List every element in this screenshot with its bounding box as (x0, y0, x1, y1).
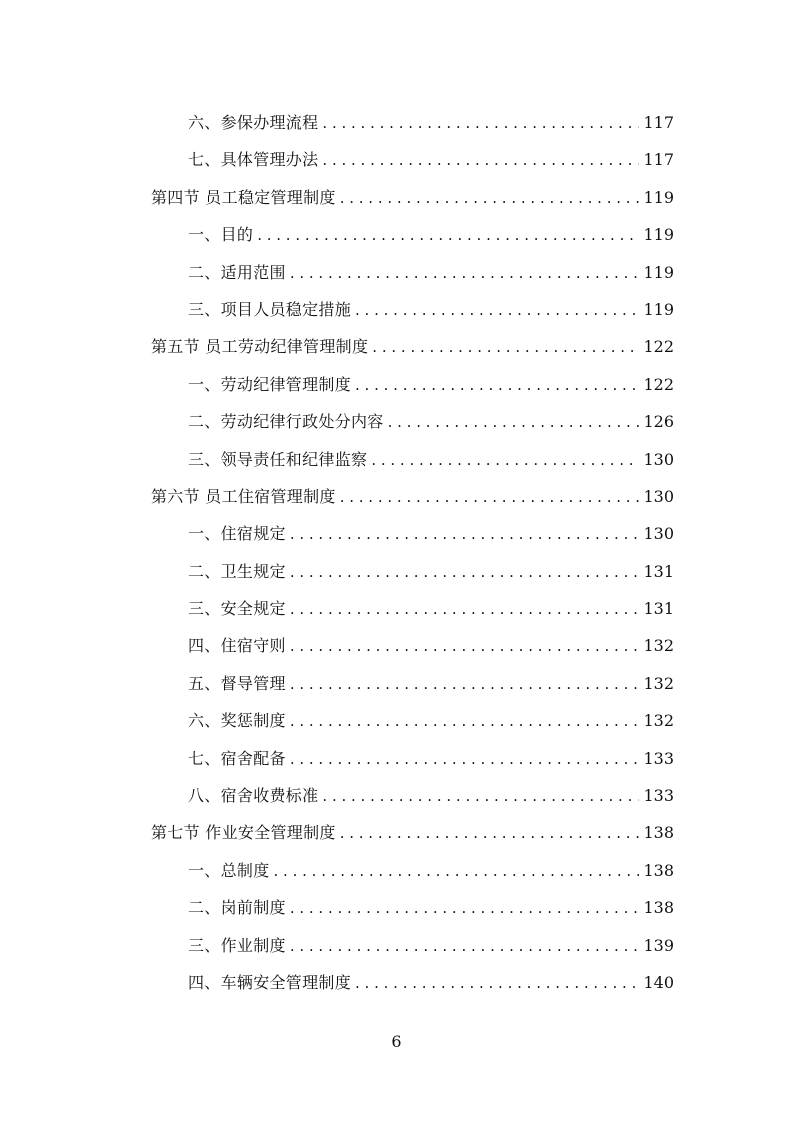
dot-leader (290, 599, 640, 619)
toc-entry[interactable] (0, 363, 793, 400)
toc-entry[interactable] (0, 213, 793, 250)
toc-entry-title: 一、目的 (188, 225, 254, 245)
toc-entry-page: 131 (643, 599, 674, 619)
page-number: 6 (391, 1032, 402, 1051)
toc-entry-page: 119 (643, 225, 674, 245)
toc-entry-page: 132 (643, 711, 674, 731)
toc-entry-title: 四、车辆安全管理制度 (188, 972, 352, 992)
toc-entry-page: 132 (643, 636, 674, 656)
toc-entry-title: 一、住宿规定 (188, 524, 286, 544)
toc-entry[interactable] (0, 699, 793, 736)
toc-entry-title: 三、领导责任和纪律监察 (188, 449, 368, 469)
toc-entry[interactable] (0, 400, 793, 437)
dot-leader (340, 487, 640, 507)
toc-entry[interactable] (0, 251, 793, 288)
toc-entry-title: 四、住宿守则 (188, 636, 286, 656)
toc-entry-title: 八、宿舍收费标准 (188, 786, 319, 806)
dot-leader (388, 412, 640, 432)
toc-section-entry[interactable] (0, 176, 793, 213)
toc-entry-title: 第六节 员工住宿管理制度 (151, 486, 336, 506)
dot-leader (371, 450, 639, 470)
toc-entry-page: 119 (643, 187, 674, 207)
dot-leader (290, 936, 640, 956)
toc-entry-page: 130 (643, 524, 674, 544)
dot-leader (340, 188, 640, 208)
toc-section-entry[interactable] (0, 325, 793, 362)
toc-entry-page: 117 (643, 113, 674, 132)
toc-entry[interactable] (0, 624, 793, 661)
toc-entry-title: 第四节 员工稳定管理制度 (151, 187, 336, 207)
toc-entry-title: 一、劳动纪律管理制度 (188, 374, 352, 394)
toc-entry-page: 132 (643, 673, 674, 693)
toc-entry-page: 138 (643, 898, 674, 918)
toc-entry-title: 第五节 员工劳动纪律管理制度 (151, 337, 369, 357)
toc-entry-title: 三、作业制度 (188, 935, 286, 955)
toc-entry-page: 117 (643, 150, 674, 170)
toc-entry-page: 138 (643, 860, 674, 880)
toc-entry-title: 第七节 作业安全管理制度 (151, 823, 336, 843)
toc-entry[interactable] (0, 774, 793, 811)
dot-leader (290, 749, 640, 769)
toc-entry-page: 131 (643, 561, 674, 581)
toc-entry-page: 133 (643, 786, 674, 806)
toc-entry[interactable] (0, 961, 793, 998)
toc-entry-title: 六、参保办理流程 (188, 113, 319, 132)
dot-leader (322, 113, 639, 133)
toc-entry-page: 138 (643, 823, 674, 843)
dot-leader (355, 300, 639, 320)
dot-leader (372, 337, 639, 357)
toc-entry-title: 二、适用范围 (188, 262, 286, 282)
toc-entry-title: 二、岗前制度 (188, 898, 286, 918)
dot-leader (290, 562, 640, 582)
toc-entry-page: 133 (643, 748, 674, 768)
dot-leader (290, 263, 640, 283)
dot-leader (290, 898, 640, 918)
toc-entry[interactable] (0, 550, 793, 587)
dot-leader (322, 150, 639, 170)
toc-entry[interactable] (0, 288, 793, 325)
table-of-contents (0, 101, 793, 998)
toc-entry[interactable] (0, 512, 793, 549)
toc-entry-page: 122 (643, 337, 674, 357)
toc-entry-page: 122 (643, 374, 674, 394)
toc-entry-title: 二、卫生规定 (188, 561, 286, 581)
toc-entry[interactable] (0, 849, 793, 886)
toc-entry-page: 119 (643, 299, 674, 319)
toc-entry-page: 140 (643, 972, 674, 992)
toc-entry[interactable] (0, 737, 793, 774)
toc-entry[interactable] (0, 662, 793, 699)
toc-entry[interactable] (0, 924, 793, 961)
toc-entry-page: 130 (643, 486, 674, 506)
toc-section-entry[interactable] (0, 475, 793, 512)
dot-leader (274, 861, 640, 881)
dot-leader (355, 375, 639, 395)
toc-entry-title: 五、督导管理 (188, 673, 286, 693)
toc-entry[interactable] (0, 138, 793, 175)
toc-entry[interactable] (0, 101, 793, 138)
toc-entry-title: 七、宿舍配备 (188, 748, 286, 768)
dot-leader (290, 636, 640, 656)
dot-leader (257, 225, 639, 245)
toc-entry[interactable] (0, 587, 793, 624)
toc-section-entry[interactable] (0, 811, 793, 848)
dot-leader (355, 973, 639, 993)
toc-entry-page: 119 (643, 262, 674, 282)
toc-entry-page: 126 (643, 412, 674, 432)
toc-entry[interactable] (0, 886, 793, 923)
dot-leader (290, 524, 640, 544)
toc-entry-title: 三、安全规定 (188, 599, 286, 619)
toc-entry-title: 七、具体管理办法 (188, 150, 319, 170)
toc-entry-title: 一、总制度 (188, 860, 270, 880)
toc-entry[interactable] (0, 438, 793, 475)
toc-entry-page: 130 (643, 449, 674, 469)
dot-leader (340, 823, 640, 843)
toc-entry-title: 六、奖惩制度 (188, 711, 286, 731)
toc-entry-page: 139 (643, 935, 674, 955)
dot-leader (290, 674, 640, 694)
toc-entry-title: 二、劳动纪律行政处分内容 (188, 412, 384, 432)
dot-leader (290, 711, 640, 731)
toc-entry-title: 三、项目人员稳定措施 (188, 299, 352, 319)
dot-leader (322, 786, 639, 806)
